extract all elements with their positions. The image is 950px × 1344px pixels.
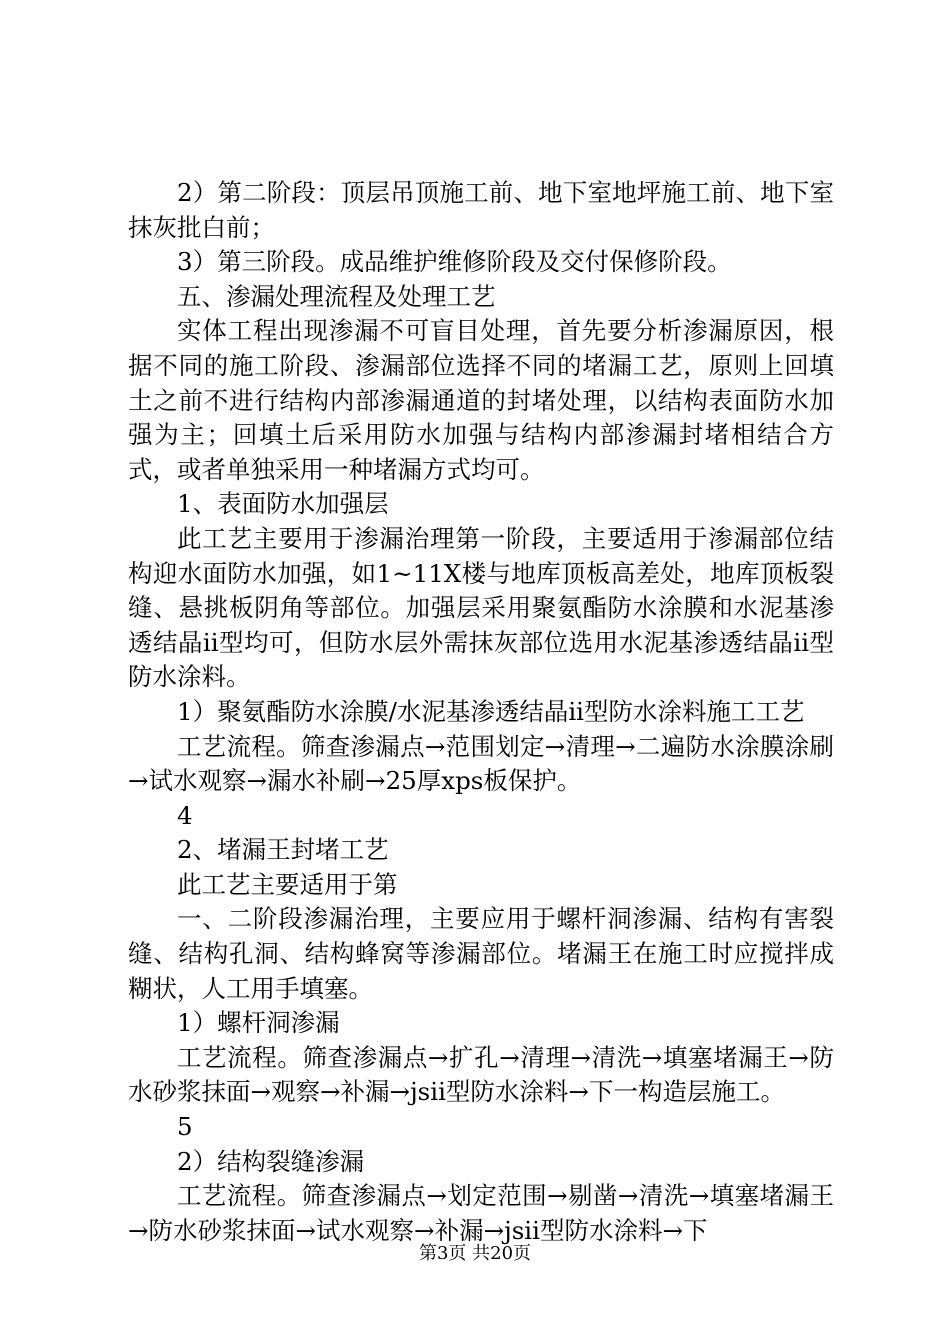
subsection-heading: 2、堵漏王封堵工艺 [177,835,389,865]
paragraph: 工艺流程。筛查渗漏点→划定范围→剔凿→清洗→填塞堵漏王→防水砂浆抹面→试水观察→补漏→jsii型防水涂料→下 [128,1181,834,1245]
paragraph: 工艺流程。筛查渗漏点→扩孔→清理→清洗→填塞堵漏王→防水砂浆抹面→观察→补漏→jsii型防水涂料→下一构造层施工。 [128,1042,834,1107]
page-footer: 第3页 共20页 [418,1243,532,1264]
section-heading: 五、渗漏处理流程及处理工艺 [177,281,496,311]
document-body [128,176,834,1248]
paragraph: 此工艺主要用于渗漏治理第一阶段，主要适用于渗漏部位结构迎水面防水加强，如1~11X楼与地库顶板高差处，地库顶板裂缝、悬挑板阴角等部位。加强层采用聚氨酯防水涂膜和水泥基渗透结晶ii型均可，但防水层外需抹灰部位选用水泥基渗透结晶ii型防水涂料。 [128,523,834,692]
subsection-heading: 2）结构裂缝渗漏 [177,1146,365,1176]
paragraph: 3）第三阶段。成品维护维修阶段及交付保修阶段。 [177,247,732,277]
paragraph: 工艺流程。筛查渗漏点→范围划定→清理→二遍防水涂膜涂刷→试水观察→漏水补刷→25厚xps板保护。 [128,731,834,796]
paragraph: 实体工程出现渗漏不可盲目处理，首先要分析渗漏原因，根据不同的施工阶段、渗漏部位选择不同的堵漏工艺，原则上回填土之前不进行结构内部渗漏通道的封堵处理，以结构表面防水加强为主；回填土后采用防水加强与结构内部渗漏封堵相结合方式，或者单独采用一种堵漏方式均可。 [128,316,834,484]
subsection-heading: 1、表面防水加强层 [177,489,389,519]
paragraph: 一、二阶段渗漏治理，主要应用于螺杆洞渗漏、结构有害裂缝、结构孔洞、结构蜂窝等渗漏部位。堵漏王在施工时应搅拌成糊状，人工用手填塞。 [128,904,834,1003]
paragraph: 2）第二阶段：顶层吊顶施工前、地下室地坪施工前、地下室抹灰批白前； [128,178,834,242]
paragraph: 此工艺主要适用于第 [177,869,398,899]
page-number-inline: 5 [177,1112,193,1142]
subsection-heading: 1）螺杆洞渗漏 [177,1008,340,1038]
page-number-inline: 4 [177,800,193,830]
subsection-heading: 1）聚氨酯防水涂膜/水泥基渗透结晶ii型防水涂料施工工艺 [177,696,805,726]
